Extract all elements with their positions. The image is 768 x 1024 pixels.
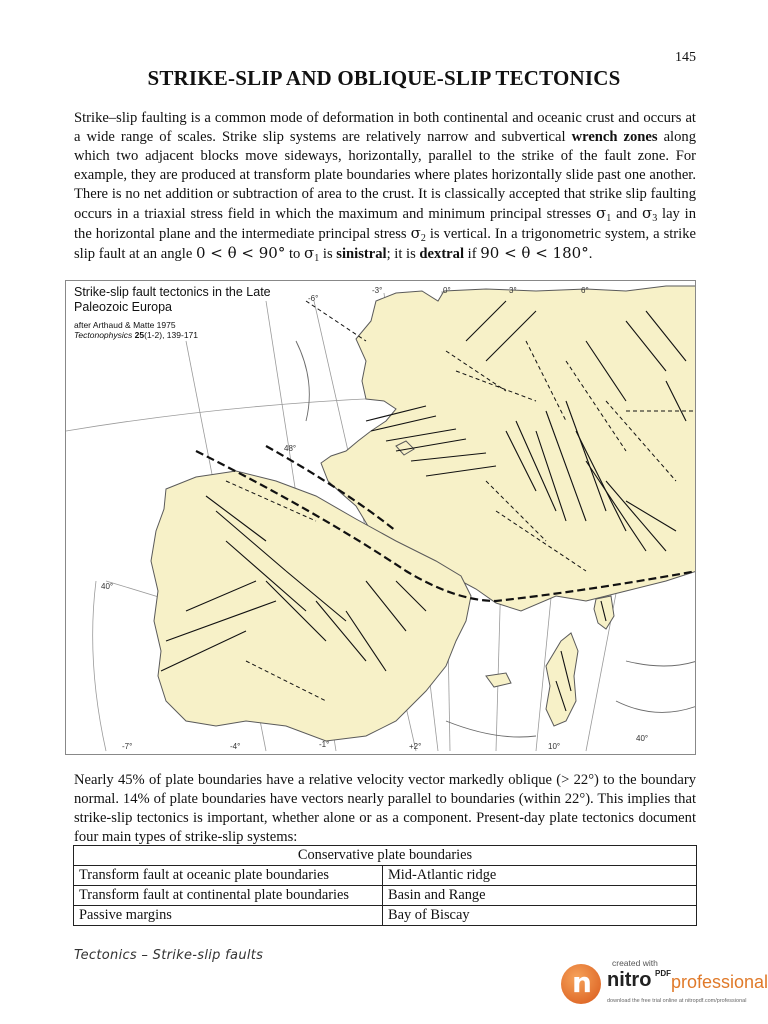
- page-number: 145: [675, 50, 696, 65]
- lat-label: 40°: [101, 582, 114, 591]
- term-wrench-zones: wrench zones: [571, 129, 658, 145]
- nitro-badge[interactable]: n created with nitro PDF professional download the free trial online at nitropdf.com/professional: [561, 958, 766, 1022]
- badge-download-link[interactable]: download the free trial online at nitropdf.com/professional: [607, 998, 747, 1004]
- lon-label: 3°: [509, 286, 517, 295]
- fault-map-figure: [65, 280, 696, 755]
- lon-label: 10°: [548, 742, 561, 751]
- table-row: Transform fault at oceanic plate boundaries Mid-Atlantic ridge: [74, 866, 697, 886]
- plate-boundaries-table: [73, 845, 697, 926]
- land: [151, 286, 696, 741]
- lon-label: -3°: [372, 286, 383, 295]
- boundaries-paragraph: Nearly 45% of plate boundaries have a relative velocity vector markedly oblique (> 22°) to the boundary normal. 14% of plate boundaries have vectors nearly parallel to boundaries (within 22°). This implies that strike-slip tectonics is important, whether alone or as a component. Present-day plate tectonics document four main types of strike-slip systems:: [74, 772, 696, 845]
- table-header: Conservative plate boundaries: [74, 846, 697, 866]
- figure-title: Strike-slip fault tectonics in the Late Paleozoic Europa: [74, 285, 271, 314]
- fault-map: [66, 281, 696, 755]
- balearic-island: [486, 673, 511, 687]
- intro-paragraph: Strike–slip faulting is a common mode of deformation in both continental and oceanic crust and occurs at a wide range of scales. Strike slip systems are relatively narrow and subvertical wrench zones along which two adjacent blocks move sideways, horizontally, parallel to the strike of the fault zone. For example, they are produced at transform plate boundaries where plates horizontally slide past one another. There is no net addition or subtraction of area to the crust. It is classically accepted that strike slip faulting occurs in a triaxial stress field in which the maximum and minimum principal stresses $\sigma_1$ and $\sigma_3$ lay in the horizontal plane and the intermediate principal stress $\sigma_2$ is vertical. In a trigonometric system, a strike slip fault at an angle 0 < θ < 90° to $\sigma_1$ is sinistral; it is dextral if 90 < θ < 180°.: [74, 110, 696, 264]
- page-footer: Tectonics – Strike-slip faults: [74, 948, 264, 963]
- figure-caption: [74, 285, 284, 340]
- term-sinistral: sinistral: [336, 246, 387, 262]
- lat-label: 48°: [284, 444, 297, 453]
- page-title: STRIKE-SLIP AND OBLIQUE-SLIP TECTONICS: [147, 66, 621, 90]
- lon-label: 6°: [581, 286, 589, 295]
- term-dextral: dextral: [419, 246, 465, 262]
- lon-label: -1°: [319, 740, 330, 749]
- sardinia-landmass: [546, 633, 578, 726]
- lat-label: 40°: [636, 734, 649, 743]
- table-row: Passive margins Bay of Biscay: [74, 906, 697, 926]
- lon-label: -4°: [230, 742, 241, 751]
- table-row: Transform fault at continental plate boundaries Basin and Range: [74, 886, 697, 906]
- figure-reference: after Arthaud & Matte 1975 Tectonophysics 25(1-2), 139-171: [74, 320, 198, 340]
- lon-label: -6°: [308, 294, 319, 303]
- lon-label: -7°: [122, 742, 133, 751]
- lon-label: 0°: [443, 286, 451, 295]
- lon-label: +2°: [409, 742, 422, 751]
